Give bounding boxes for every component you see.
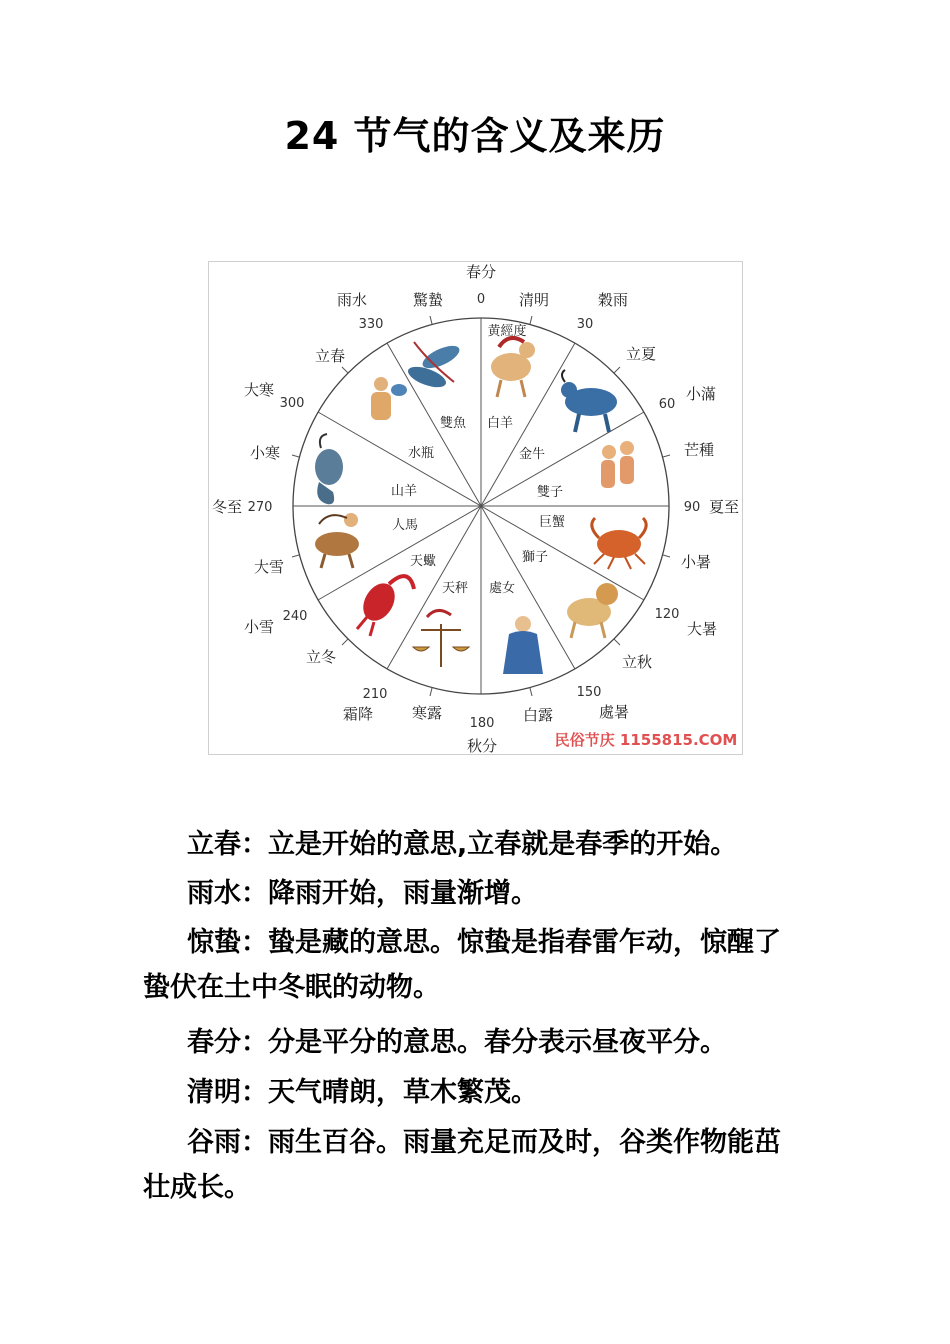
term-lichun: 立春 xyxy=(314,347,346,365)
zodiac-pisces: 雙魚 xyxy=(439,416,467,431)
term-dahan: 大寒 xyxy=(243,381,275,399)
paragraph-qingming xyxy=(143,1070,813,1115)
paragraph-guyu xyxy=(143,1120,813,1210)
term-xiaohan: 小寒 xyxy=(249,444,281,462)
solar-terms-zodiac-figure xyxy=(208,261,743,755)
term-label: 雨水： xyxy=(187,878,268,909)
term-xiaoxue: 小雪 xyxy=(243,618,275,636)
degree-180: 180 xyxy=(469,716,495,731)
paragraph-jingzhe xyxy=(143,920,813,1010)
sagittarius-figure xyxy=(315,513,359,568)
term-description-continued: 壮成长。 xyxy=(143,1172,251,1203)
aquarius-figure xyxy=(371,377,407,420)
term-xiaoman: 小滿 xyxy=(685,385,717,403)
term-guyu: 穀雨 xyxy=(597,291,629,309)
gemini-figure xyxy=(601,441,634,488)
degree-0: 0 xyxy=(476,292,486,307)
watermark: 民俗节庆 1155815.COM xyxy=(554,731,738,749)
term-daxue: 大雪 xyxy=(253,558,285,576)
aries-figure xyxy=(491,338,535,397)
degree-330: 330 xyxy=(358,317,384,332)
term-bailu: 白露 xyxy=(522,706,554,724)
virgo-figure xyxy=(503,616,543,674)
term-liqiu: 立秋 xyxy=(621,653,653,671)
term-description: 雨生百谷。雨量充足而及时，谷类作物能茁 xyxy=(268,1127,781,1158)
term-yushui: 雨水 xyxy=(336,291,368,309)
scorpio-figure xyxy=(357,576,414,636)
outer-term-labels xyxy=(212,263,739,754)
zodiac-wheel-diagram xyxy=(209,262,742,754)
term-description: 降雨开始，雨量渐增。 xyxy=(268,878,538,909)
degree-30: 30 xyxy=(576,317,594,332)
term-label: 谷雨： xyxy=(187,1127,268,1158)
zodiac-sagittarius: 人馬 xyxy=(391,518,419,533)
degree-60: 60 xyxy=(658,397,676,412)
term-chunfen: 春分 xyxy=(465,263,497,281)
leo-figure xyxy=(567,583,618,638)
degree-210: 210 xyxy=(362,687,388,702)
term-label: 惊蛰： xyxy=(187,927,268,958)
cancer-figure xyxy=(592,518,646,569)
zodiac-capricorn: 山羊 xyxy=(390,484,418,499)
zodiac-virgo: 處女 xyxy=(488,581,516,596)
paragraph-lichun xyxy=(143,822,813,867)
degree-270: 270 xyxy=(247,500,273,515)
term-xiazhi: 夏至 xyxy=(708,498,740,516)
degree-300: 300 xyxy=(279,396,305,411)
term-shuangjiang: 霜降 xyxy=(342,705,374,723)
term-hanlu: 寒露 xyxy=(411,704,443,722)
zodiac-libra: 天秤 xyxy=(441,581,469,596)
zodiac-aquarius: 水瓶 xyxy=(407,446,435,461)
term-qiufen: 秋分 xyxy=(466,737,498,754)
term-description: 立是开始的意思,立春就是春季的开始。 xyxy=(268,829,738,860)
page-title: 24 节气的含义及来历 xyxy=(284,114,666,158)
center-degree-label: 黄經度 xyxy=(487,324,527,339)
zodiac-cancer: 巨蟹 xyxy=(538,515,566,530)
term-description-continued: 蛰伏在土中冬眠的动物。 xyxy=(143,972,440,1003)
term-description: 蛰是藏的意思。惊蛰是指春雷乍动，惊醒了 xyxy=(268,927,781,958)
term-label: 立春： xyxy=(187,829,268,860)
term-label: 春分： xyxy=(187,1027,268,1058)
zodiac-gemini: 雙子 xyxy=(536,485,564,500)
term-label: 清明： xyxy=(187,1077,268,1108)
term-dongzhi: 冬至 xyxy=(211,498,243,516)
term-dashu: 大暑 xyxy=(686,620,718,638)
zodiac-aries: 白羊 xyxy=(486,416,514,431)
degree-150: 150 xyxy=(576,685,602,700)
term-lixia: 立夏 xyxy=(625,345,657,363)
term-xiaoshu: 小暑 xyxy=(680,553,712,571)
degree-90: 90 xyxy=(683,500,701,515)
term-description: 分是平分的意思。春分表示昼夜平分。 xyxy=(268,1027,727,1058)
wheel-spokes xyxy=(293,318,669,694)
degree-120: 120 xyxy=(654,607,680,622)
taurus-figure xyxy=(561,370,617,432)
zodiac-scorpio: 天蠍 xyxy=(409,554,437,569)
pisces-figure xyxy=(405,341,462,391)
zodiac-taurus: 金牛 xyxy=(518,447,546,462)
zodiac-leo: 獅子 xyxy=(521,550,549,565)
capricorn-figure xyxy=(315,434,343,504)
term-lidong: 立冬 xyxy=(305,648,337,666)
paragraph-chunfen xyxy=(143,1020,813,1065)
term-chushu: 處暑 xyxy=(598,703,630,721)
libra-figure xyxy=(413,610,469,667)
term-jingzhe: 驚蟄 xyxy=(412,291,444,309)
term-description: 天气晴朗，草木繁茂。 xyxy=(268,1077,538,1108)
term-mangzhong: 芒種 xyxy=(683,441,715,459)
degree-240: 240 xyxy=(282,609,308,624)
paragraph-yushui xyxy=(143,871,813,916)
term-qingming: 清明 xyxy=(518,291,550,309)
